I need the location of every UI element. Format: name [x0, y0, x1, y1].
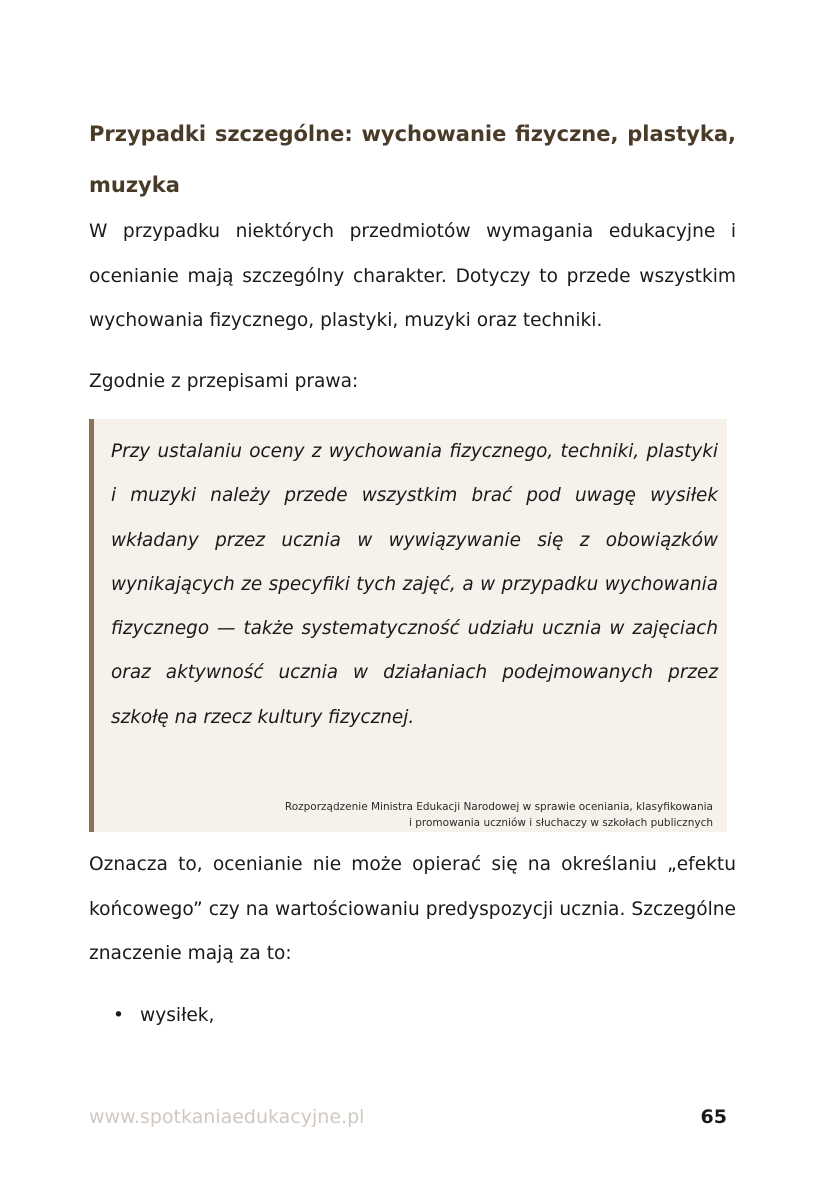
- section-heading: Przypadki szczególne: wychowanie fizyczne, plastyka, muzyka: [89, 122, 736, 198]
- legal-quote-block: [89, 419, 727, 832]
- quote-source: [193, 799, 713, 831]
- quote-source-line-2: i promowania uczniów i słuchaczy w szkołach publicznych: [409, 817, 713, 829]
- intro-paragraph: W przypadku niektórych przedmiotów wymagania edukacyjne i ocenianie mają szczególny charakter. Dotyczy to przede wszystkim wychowania fizycznego, plastyki, muzyki oraz techniki.: [89, 221, 736, 331]
- footer-website-link[interactable]: www.spotkaniaedukacyjne.pl: [89, 1106, 365, 1128]
- list-item-text: wysiłek,: [140, 1005, 215, 1026]
- list-item: [89, 994, 736, 1038]
- page-number: 65: [700, 1106, 727, 1128]
- after-quote-paragraph: Oznacza to, ocenianie nie może opierać się na określaniu „efektu końcowego” czy na wartościowaniu predyspozycji ucznia. Szczególne znaczenie mają za to:: [89, 854, 736, 964]
- lead-in-paragraph: Zgodnie z przepisami prawa:: [89, 371, 359, 392]
- bullet-list: [89, 994, 736, 1038]
- quote-source-line-1: Rozporządzenie Ministra Edukacji Narodowej w sprawie oceniania, klasyfikowania: [284, 801, 713, 813]
- bullet-icon: •: [113, 1005, 124, 1026]
- quote-text: Przy ustalaniu oceny z wychowania fizycznego, techniki, plastyki i muzyki należy przede wszystkim brać pod uwagę wysiłek wkładany przez ucznia w wywiązywanie się z obowiązków wynikających ze specyfiki tych zajęć, a w przypadku wychowania fizycznego — także systematyczność udziału ucznia w zajęciach oraz aktywność ucznia w działaniach podejmowanych przez szkołę na rzecz kultury fizycznej.: [111, 441, 718, 728]
